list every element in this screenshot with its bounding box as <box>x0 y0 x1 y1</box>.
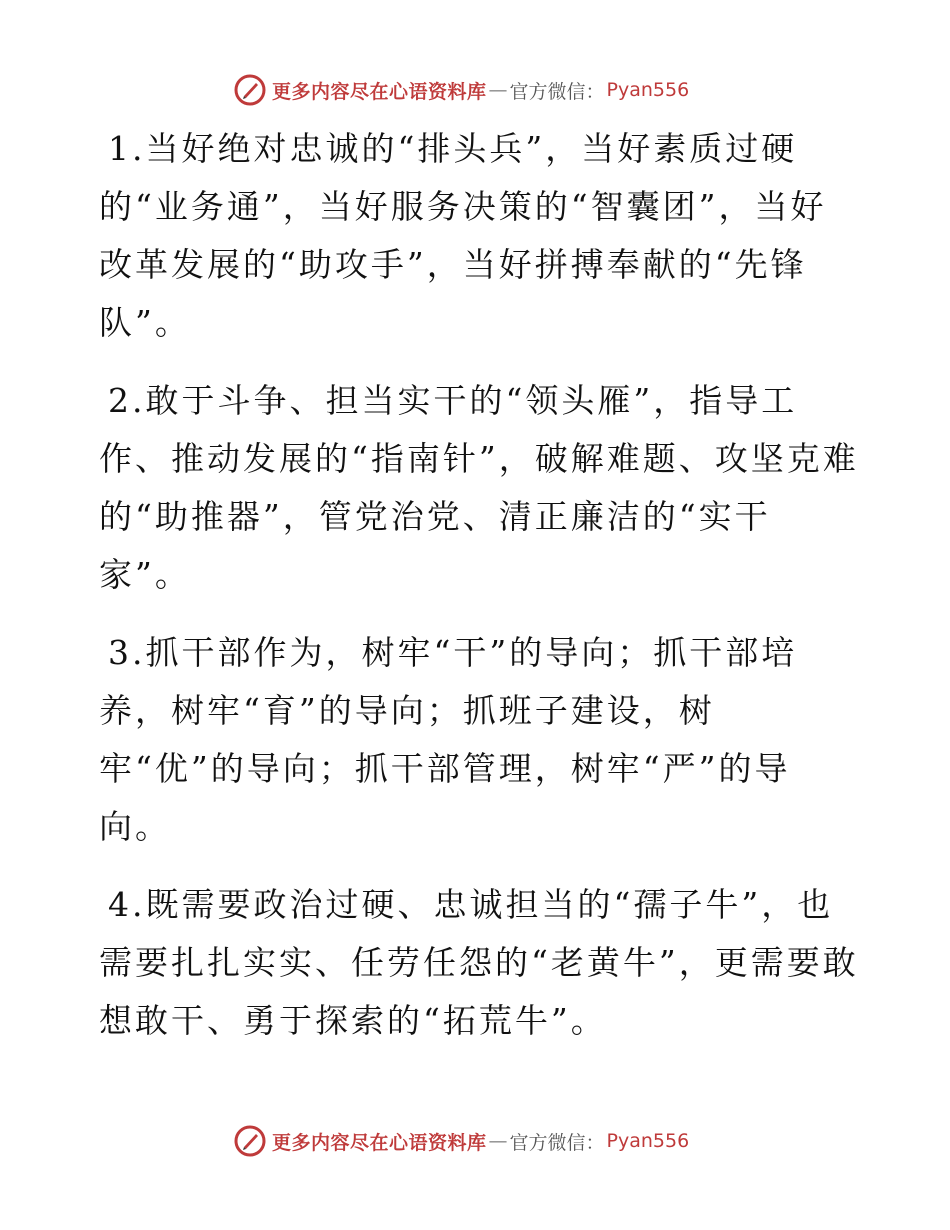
paragraph-line: 3.抓干部作为，树牢“干”的导向；抓干部培 <box>108 633 798 672</box>
paragraph-line: 作、推动发展的“指南针”，破解难题、攻坚克难 <box>99 439 859 478</box>
paragraph-3 <box>99 624 859 856</box>
document-body <box>99 120 859 1070</box>
banner-title: 更多内容尽在心语资料库 <box>272 80 487 103</box>
paragraph-line: 1.当好绝对忠诚的“排头兵”，当好素质过硬 <box>108 129 798 168</box>
paragraph-line: 需要扎扎实实、任劳任怨的“老黄牛”，更需要敢 <box>99 943 859 982</box>
paragraph-line: 想敢干、勇于探索的“拓荒牛”。 <box>99 1001 607 1040</box>
paragraph-line: 家”。 <box>99 555 191 594</box>
paragraph-1 <box>99 120 859 352</box>
paragraph-line: 的“业务通”，当好服务决策的“智囊团”，当好 <box>99 187 827 226</box>
paragraph-line: 牢“优”的导向；抓干部管理，树牢“严”的导 <box>99 749 791 788</box>
paragraph-2 <box>99 372 859 604</box>
paragraph-line: 4.既需要政治过硬、忠诚担当的“孺子牛”，也 <box>108 885 834 924</box>
paragraph-4 <box>99 876 859 1050</box>
banner-dash: — <box>488 79 508 101</box>
paragraph-line: 队”。 <box>99 303 191 342</box>
quill-pen-logo-icon <box>234 1125 266 1157</box>
header-banner <box>234 73 689 107</box>
wechat-label: 官方微信： <box>509 80 605 103</box>
banner-title: 更多内容尽在心语资料库 <box>272 1131 487 1154</box>
wechat-label: 官方微信： <box>509 1131 605 1154</box>
quill-pen-logo-icon <box>234 74 266 106</box>
banner-dash: — <box>488 1130 508 1152</box>
footer-banner <box>234 1124 689 1158</box>
wechat-id: Pyan556 <box>606 79 690 101</box>
paragraph-line: 改革发展的“助攻手”，当好拼搏奉献的“先锋 <box>99 245 807 284</box>
wechat-id: Pyan556 <box>606 1130 690 1152</box>
paragraph-line: 2.敢于斗争、担当实干的“领头雁”，指导工 <box>108 381 798 420</box>
paragraph-line: 向。 <box>99 807 171 846</box>
paragraph-line: 养，树牢“育”的导向；抓班子建设，树 <box>99 691 715 730</box>
paragraph-line: 的“助推器”，管党治党、清正廉洁的“实干 <box>99 497 771 536</box>
